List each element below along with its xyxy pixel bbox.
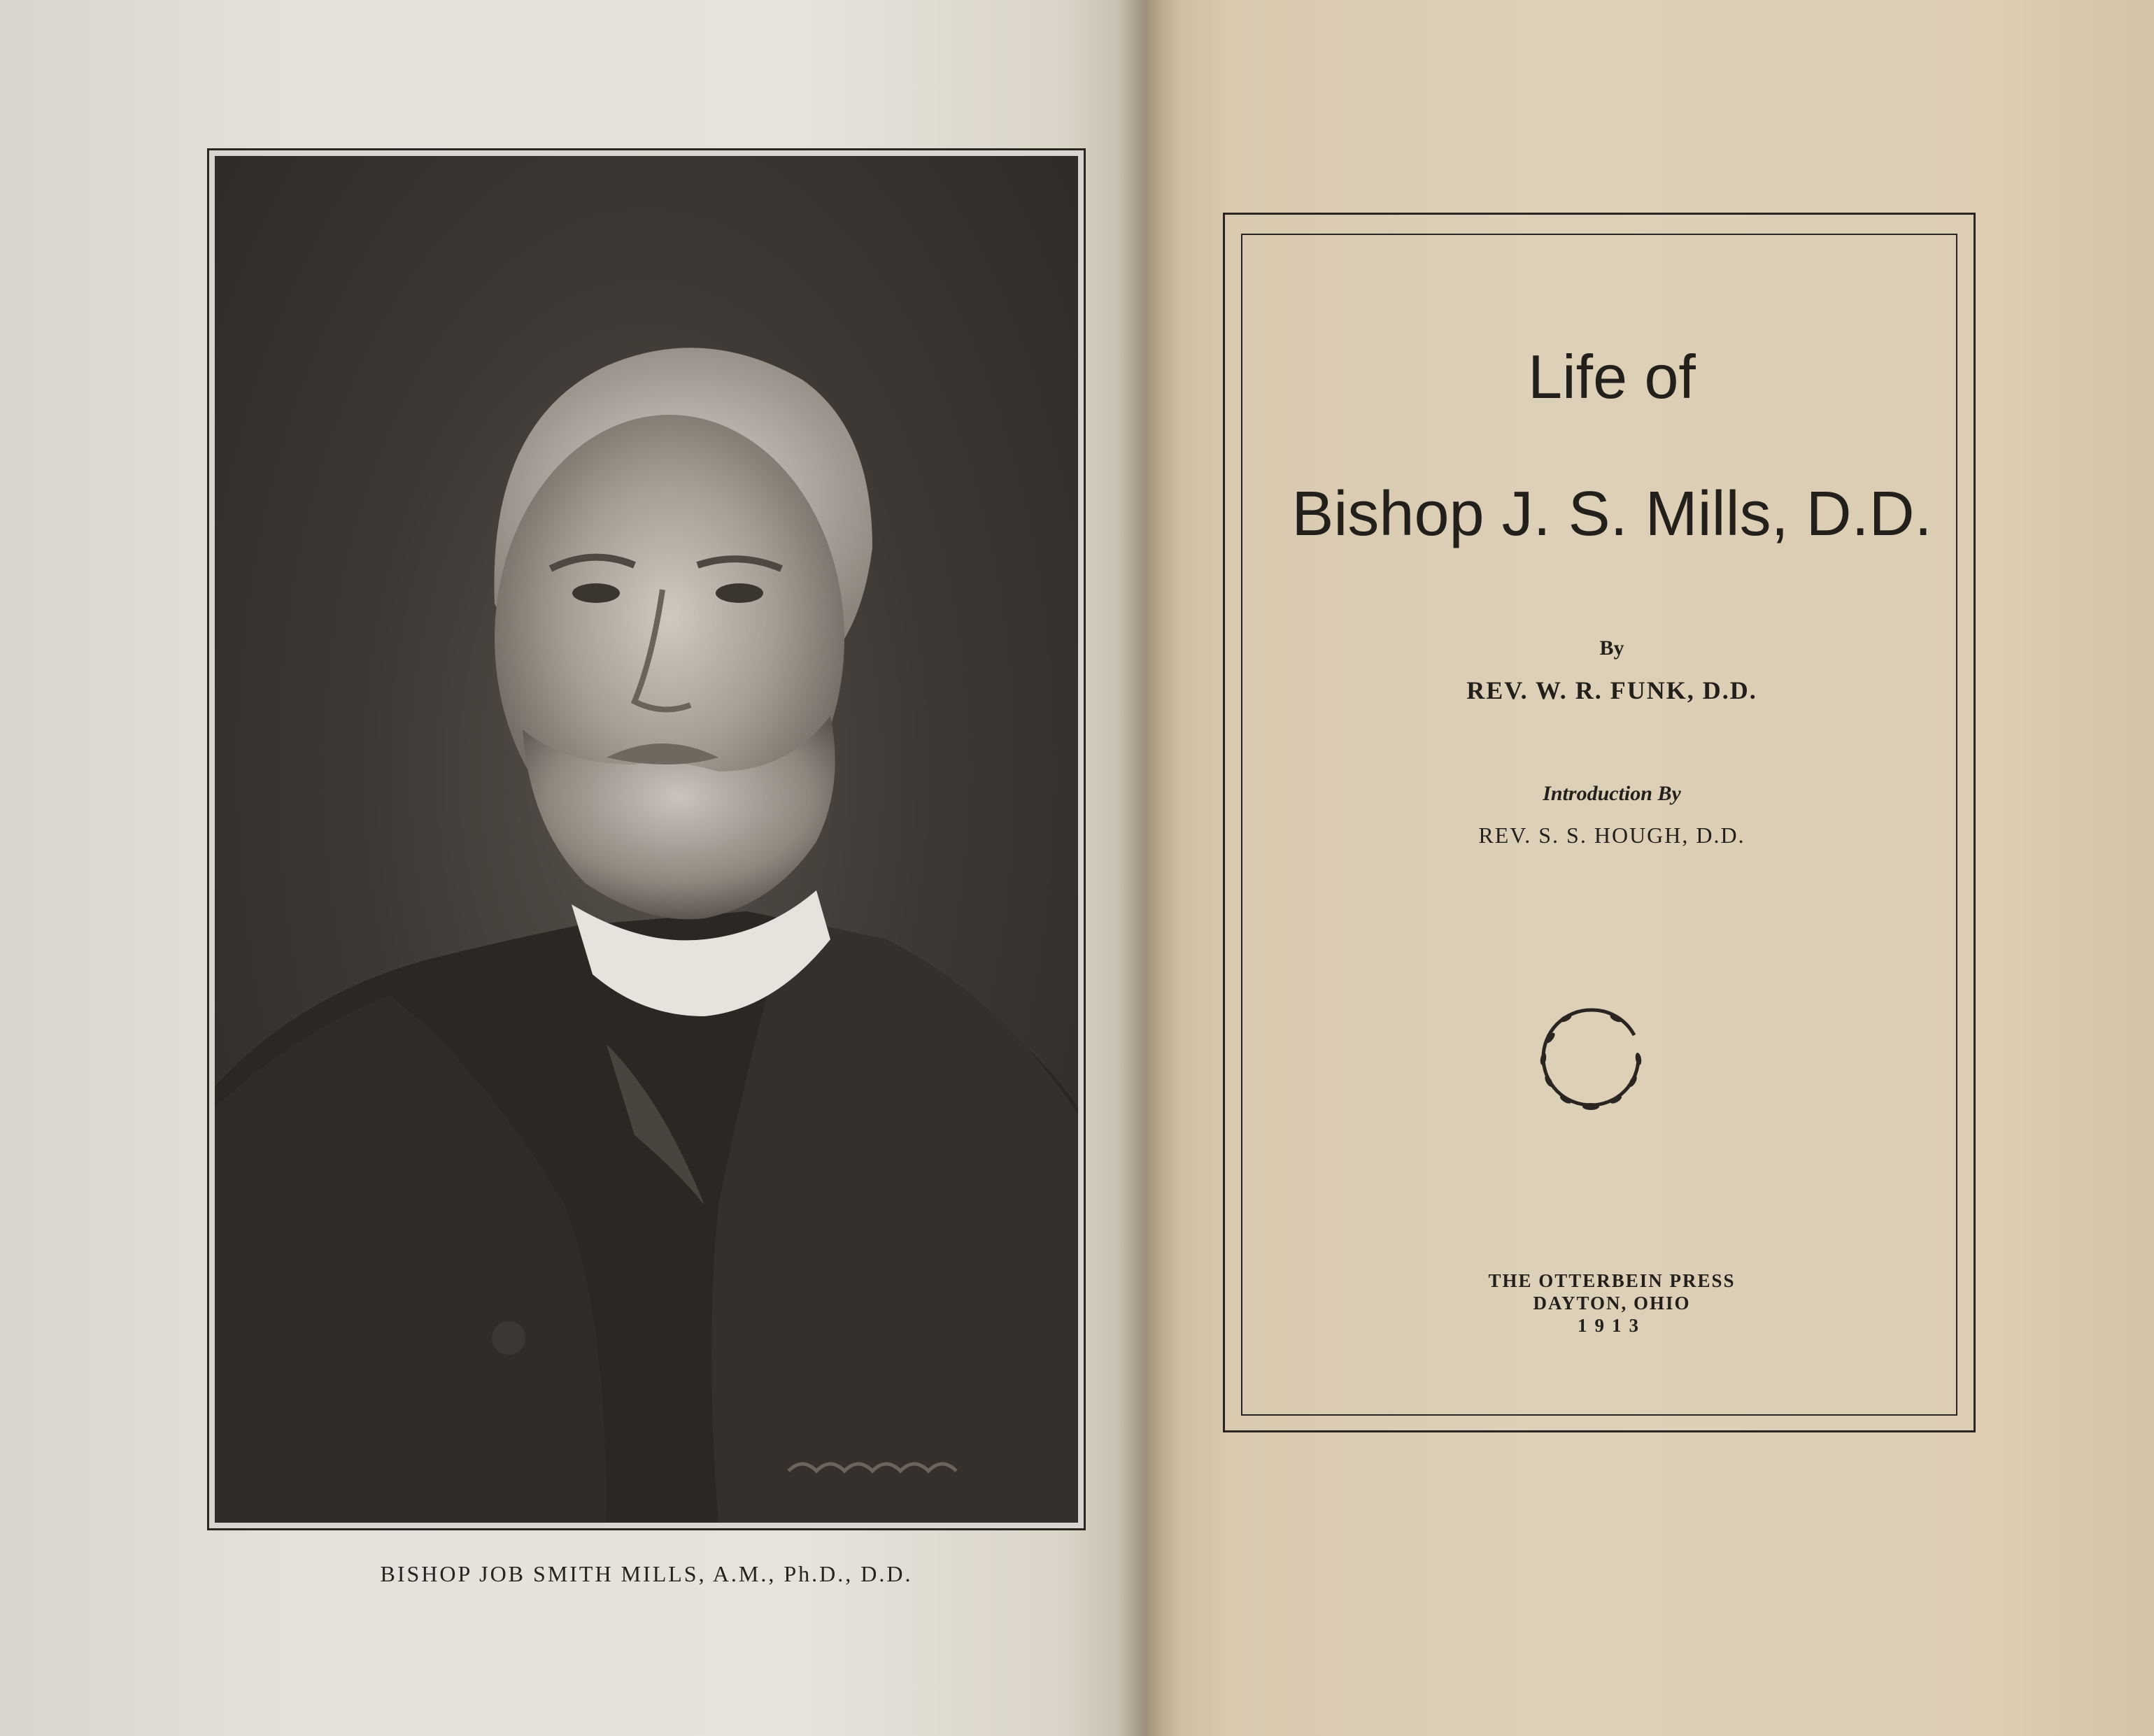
- publisher-name: THE OTTERBEIN PRESS: [1488, 1270, 1736, 1291]
- book-gutter: [1118, 0, 1181, 1736]
- book-title-line-1: Life of: [1528, 342, 1696, 411]
- publication-year: 1913: [1578, 1315, 1646, 1336]
- by-label: By: [1599, 636, 1624, 660]
- portrait-image: [215, 156, 1078, 1523]
- portrait-caption: BISHOP JOB SMITH MILLS, A.M., Ph.D., D.D.: [380, 1561, 913, 1586]
- publication-place: DAYTON, OHIO: [1533, 1293, 1691, 1314]
- author-name: REV. W. R. FUNK, D.D.: [1466, 676, 1757, 704]
- laurel-wreath-icon: [1529, 996, 1652, 1119]
- introduction-author: REV. S. S. HOUGH, D.D.: [1478, 823, 1745, 848]
- book-title-line-2: Bishop J. S. Mills, D.D.: [1291, 479, 1932, 549]
- portrait-illustration: [215, 156, 1078, 1523]
- introduction-label: Introduction By: [1543, 782, 1681, 805]
- portrait-photograph: [207, 148, 1086, 1530]
